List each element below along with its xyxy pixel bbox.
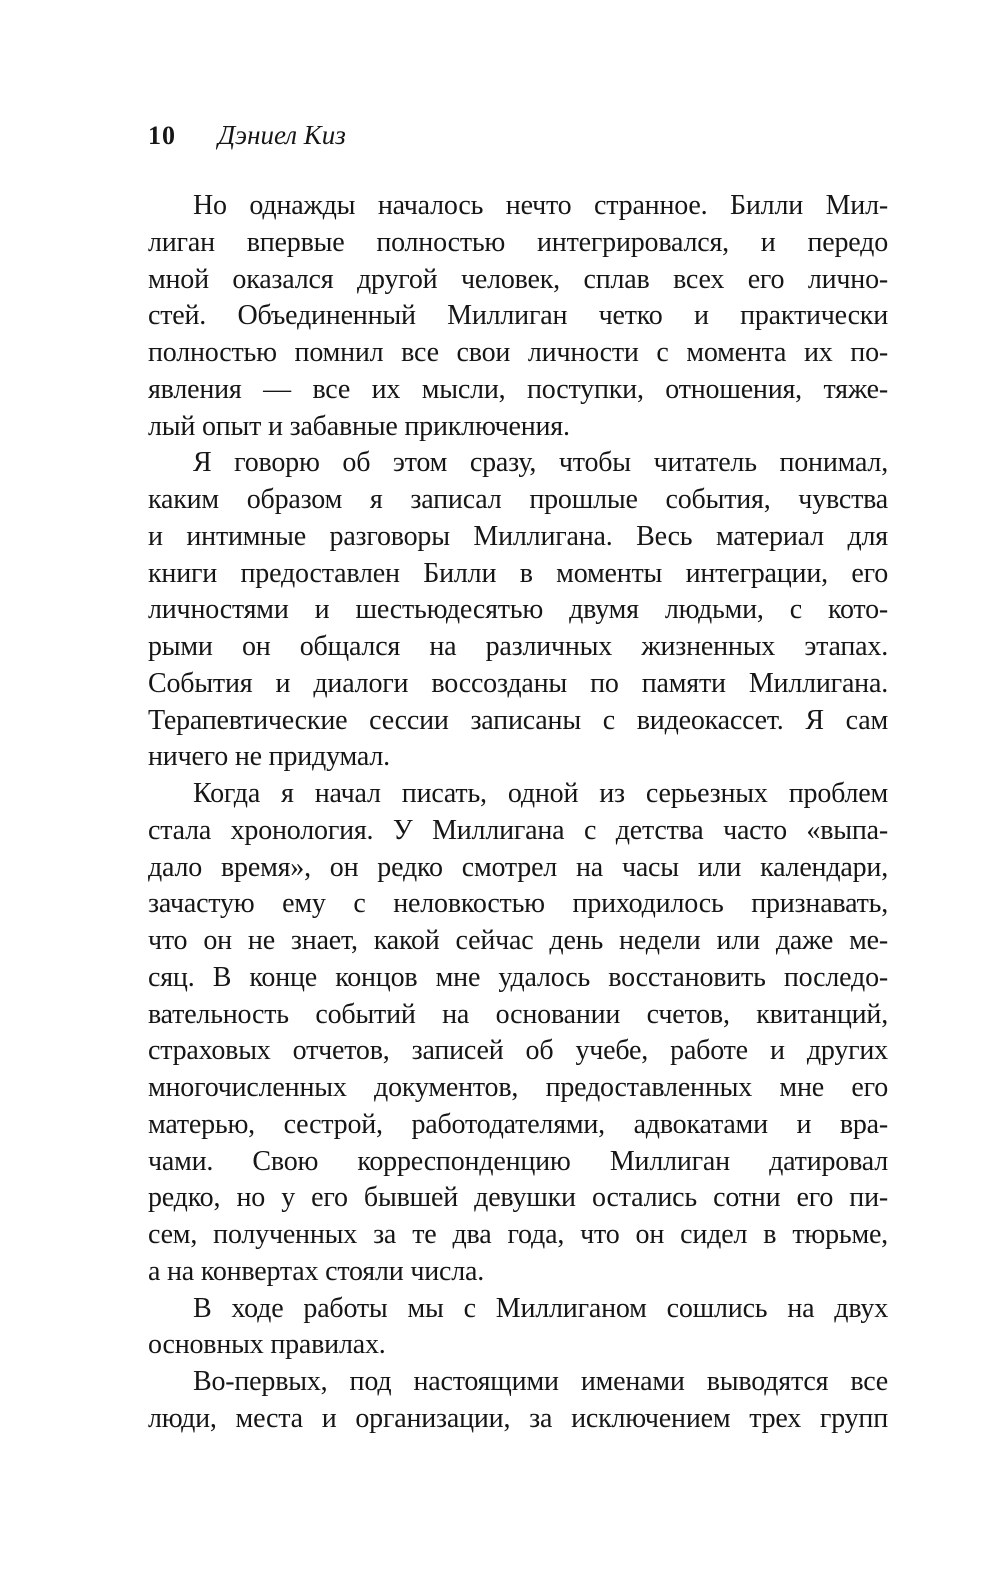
text-line: каким образом я записал прошлые события, чувства (148, 484, 888, 515)
text-line: мной оказался другой человек, сплав всех его лично- (148, 263, 888, 295)
text-line: Во-первых, под настоящими именами выводятся все (193, 1366, 888, 1397)
text-line: основных правилах. (148, 1329, 386, 1361)
text-line: люди, места и организации, за исключением трех групп (148, 1402, 888, 1434)
text-line: Когда я начал писать, одной из серьезных проблем (193, 778, 888, 809)
text-line: личностями и шестьюдесятью двумя людьми, с кото- (148, 594, 888, 626)
text-line: стей. Объединенный Миллиган четко и практически (148, 300, 888, 332)
text-line: матерью, сестрой, работодателями, адвокатами и вра- (148, 1108, 888, 1140)
text-line: книги предоставлен Билли в моменты интеграции, его (148, 557, 888, 589)
text-line: а на конвертах стояли числа. (148, 1255, 485, 1287)
text-line: страховых отчетов, записей об учебе, работе и других (148, 1035, 888, 1067)
text-line: редко, но у его бывшей девушки остались сотни его пи- (148, 1182, 888, 1214)
text-line: Терапевтические сессии записаны с видеокассет. Я сам (148, 704, 888, 736)
running-title-author: Дэниел Киз (218, 120, 346, 150)
running-header (148, 120, 888, 151)
text-line: что он не знает, какой сейчас день недели или даже ме- (148, 925, 888, 956)
text-line: стала хронология. У Миллигана с детства часто «выпа- (148, 814, 888, 846)
text-line: дало время», он редко смотрел на часы или календари, (148, 851, 888, 883)
text-line: вательность событий на основании счетов, квитанций, (148, 998, 888, 1030)
text-line: Я говорю об этом сразу, чтобы читатель понимал, (193, 447, 888, 479)
text-line: ничего не придумал. (148, 741, 390, 773)
text-line: и интимные разговоры Миллигана. Весь материал для (148, 520, 888, 552)
text-line: лый опыт и забавные приключения. (148, 410, 570, 442)
text-line: лиган впервые полностью интегрировался, и передо (148, 226, 888, 258)
text-line: сем, полученных за те два года, что он сидел в тюрьме, (148, 1219, 888, 1250)
page-number: 10 (148, 121, 176, 150)
text-line: многочисленных документов, предоставленных мне его (148, 1072, 888, 1103)
page-body (148, 188, 888, 1438)
text-line: сяц. В конце концов мне удалось восстановить последо- (148, 961, 888, 993)
text-line: рыми он общался на различных жизненных этапах. (148, 631, 888, 662)
text-line: полностью помнил все свои личности с момента их по- (148, 337, 888, 368)
text-line: События и диалоги воссозданы по памяти Миллигана. (148, 667, 888, 699)
text-line: В ходе работы мы с Миллиганом сошлись на двух (193, 1292, 888, 1324)
text-line: Но однажды началось нечто странное. Билли Мил- (193, 190, 888, 221)
text-line: явления — все их мысли, поступки, отношения, тяже- (148, 373, 888, 405)
text-line: чами. Свою корреспонденцию Миллиган датировал (148, 1145, 888, 1177)
text-line: зачастую ему с неловкостью приходилось признавать, (148, 888, 888, 920)
